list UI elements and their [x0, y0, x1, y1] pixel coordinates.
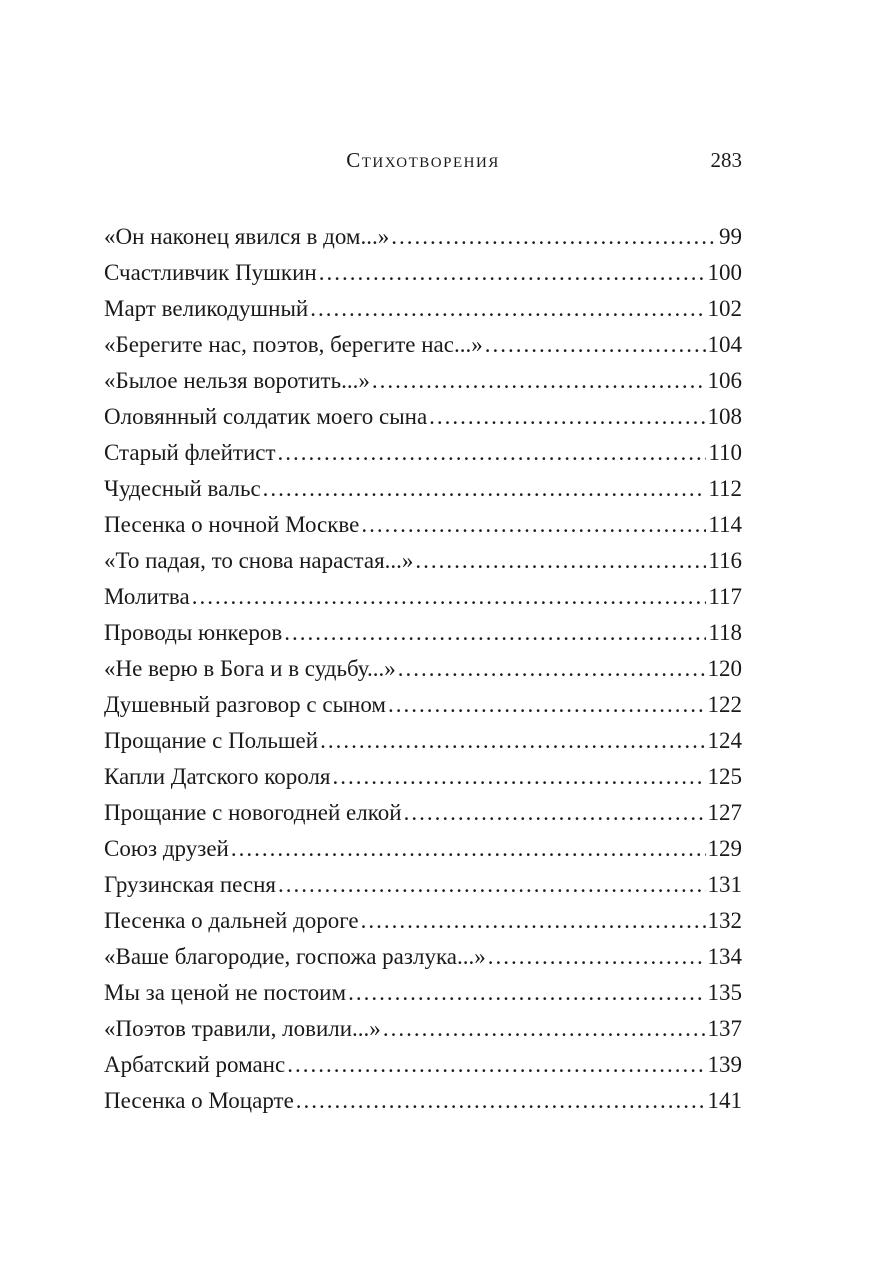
- toc-entry-title: Молитва: [104, 584, 190, 609]
- toc-entry[interactable]: [104, 1083, 742, 1119]
- toc-entry-page: 108: [707, 404, 742, 429]
- toc-entry[interactable]: [104, 399, 742, 435]
- toc-entry[interactable]: [104, 939, 742, 975]
- toc-entry-title: Душевный разговор с сыном: [104, 692, 386, 717]
- dot-leader: [415, 543, 706, 579]
- dot-leader: [192, 579, 707, 615]
- dot-leader: [278, 867, 705, 903]
- dot-leader: [320, 723, 705, 759]
- dot-leader: [231, 831, 706, 867]
- toc-entry-page: 100: [707, 260, 742, 285]
- toc-entry-title: Счастливчик Пушкин: [104, 260, 317, 285]
- toc-entry-title: «Поэтов травили, ловили...»: [104, 1016, 381, 1041]
- toc-entry-title: Арбатский романс: [104, 1052, 286, 1077]
- toc-entry[interactable]: [104, 759, 742, 795]
- dot-leader: [361, 507, 706, 543]
- toc-entry-page: 134: [707, 944, 742, 969]
- toc-entry[interactable]: [104, 1011, 742, 1047]
- toc-entry[interactable]: [104, 651, 742, 687]
- toc-entry-page: 104: [707, 332, 742, 357]
- toc-entry[interactable]: [104, 975, 742, 1011]
- toc-entry-title: Прощание с новогодней елкой: [104, 800, 402, 825]
- toc-entry-title: «Былое нельзя воротить...»: [104, 368, 370, 393]
- dot-leader: [485, 327, 706, 363]
- toc-entry-title: «Берегите нас, поэтов, берегите нас...»: [104, 332, 483, 357]
- toc-entry[interactable]: [104, 795, 742, 831]
- toc-entry-page: 141: [707, 1088, 742, 1113]
- section-title: Стихотворения: [346, 148, 500, 172]
- dot-leader: [296, 1083, 706, 1119]
- toc-entry[interactable]: [104, 471, 742, 507]
- toc-entry-title: Песенка о Моцарте: [104, 1088, 294, 1113]
- toc-entry-page: 102: [707, 296, 742, 321]
- toc-entry[interactable]: [104, 255, 742, 291]
- toc-entry-page: 116: [708, 548, 742, 573]
- toc-entry-page: 118: [708, 620, 742, 645]
- dot-leader: [391, 219, 717, 255]
- toc-entry-page: 99: [719, 224, 742, 249]
- toc-entry-page: 120: [707, 656, 742, 681]
- toc-entry-page: 124: [707, 728, 742, 753]
- dot-leader: [398, 651, 706, 687]
- toc-entry-title: Грузинская песня: [104, 872, 277, 897]
- toc-entry[interactable]: [104, 543, 742, 579]
- toc-entry-title: Проводы юнкеров: [104, 620, 283, 645]
- running-head: [104, 148, 742, 178]
- dot-leader: [263, 471, 707, 507]
- toc-entry-title: Союз друзей: [104, 836, 229, 861]
- toc-entry[interactable]: [104, 435, 742, 471]
- dot-leader: [310, 291, 705, 327]
- dot-leader: [278, 435, 707, 471]
- toc-entry-title: Март великодушный: [104, 296, 309, 321]
- toc-entry-page: 137: [707, 1016, 742, 1041]
- dot-leader: [372, 363, 706, 399]
- toc-entry-page: 125: [707, 764, 742, 789]
- toc-entry[interactable]: [104, 723, 742, 759]
- toc-entry-page: 112: [708, 476, 742, 501]
- toc-entry-page: 132: [707, 908, 742, 933]
- dot-leader: [388, 687, 706, 723]
- toc-entry-page: 129: [707, 836, 742, 861]
- toc-entry-title: «Он наконец явился в дом...»: [104, 224, 390, 249]
- toc-entry[interactable]: [104, 831, 742, 867]
- toc-entry-page: 117: [708, 584, 742, 609]
- toc-entry[interactable]: [104, 687, 742, 723]
- toc-entry[interactable]: [104, 507, 742, 543]
- toc-entry-title: Мы за ценой не постоим: [104, 980, 347, 1005]
- dot-leader: [488, 939, 706, 975]
- dot-leader: [284, 615, 706, 651]
- toc-entry-title: Песенка о дальней дороге: [104, 908, 359, 933]
- toc-entry-page: 122: [707, 692, 742, 717]
- dot-leader: [429, 399, 705, 435]
- dot-leader: [319, 255, 706, 291]
- toc-entry[interactable]: [104, 903, 742, 939]
- toc-entry[interactable]: [104, 1047, 742, 1083]
- page-number: 283: [710, 148, 742, 172]
- toc-entry-title: Капли Датского короля: [104, 764, 331, 789]
- toc-entry-page: 135: [707, 980, 742, 1005]
- toc-entry-page: 131: [707, 872, 742, 897]
- dot-leader: [287, 1047, 705, 1083]
- toc-entry-title: Оловянный солдатик моего сына: [104, 404, 428, 429]
- toc-entry-title: Чудесный вальс: [104, 476, 261, 501]
- dot-leader: [404, 795, 706, 831]
- dot-leader: [383, 1011, 706, 1047]
- toc-entry[interactable]: [104, 219, 742, 255]
- toc-entry[interactable]: [104, 615, 742, 651]
- toc-entry-page: 106: [707, 368, 742, 393]
- toc-entry-title: Прощание с Польшей: [104, 728, 319, 753]
- toc-entry[interactable]: [104, 291, 742, 327]
- toc-entry-page: 110: [708, 440, 742, 465]
- toc-entry-title: «Не верю в Бога и в судьбу...»: [104, 656, 396, 681]
- toc-entry-page: 114: [708, 512, 742, 537]
- toc-entry-page: 127: [707, 800, 742, 825]
- toc-entry[interactable]: [104, 327, 742, 363]
- toc-entry[interactable]: [104, 363, 742, 399]
- toc-entry[interactable]: [104, 867, 742, 903]
- toc-entry[interactable]: [104, 579, 742, 615]
- toc-entry-page: 139: [707, 1052, 742, 1077]
- toc-entry-title: «Ваше благородие, госпожа разлука...»: [104, 944, 486, 969]
- toc-entry-title: «То падая, то снова нарастая...»: [104, 548, 414, 573]
- toc-entry-title: Старый флейтист: [104, 440, 276, 465]
- dot-leader: [348, 975, 705, 1011]
- dot-leader: [333, 759, 706, 795]
- table-of-contents: [104, 219, 742, 1119]
- toc-entry-title: Песенка о ночной Москве: [104, 512, 360, 537]
- dot-leader: [361, 903, 706, 939]
